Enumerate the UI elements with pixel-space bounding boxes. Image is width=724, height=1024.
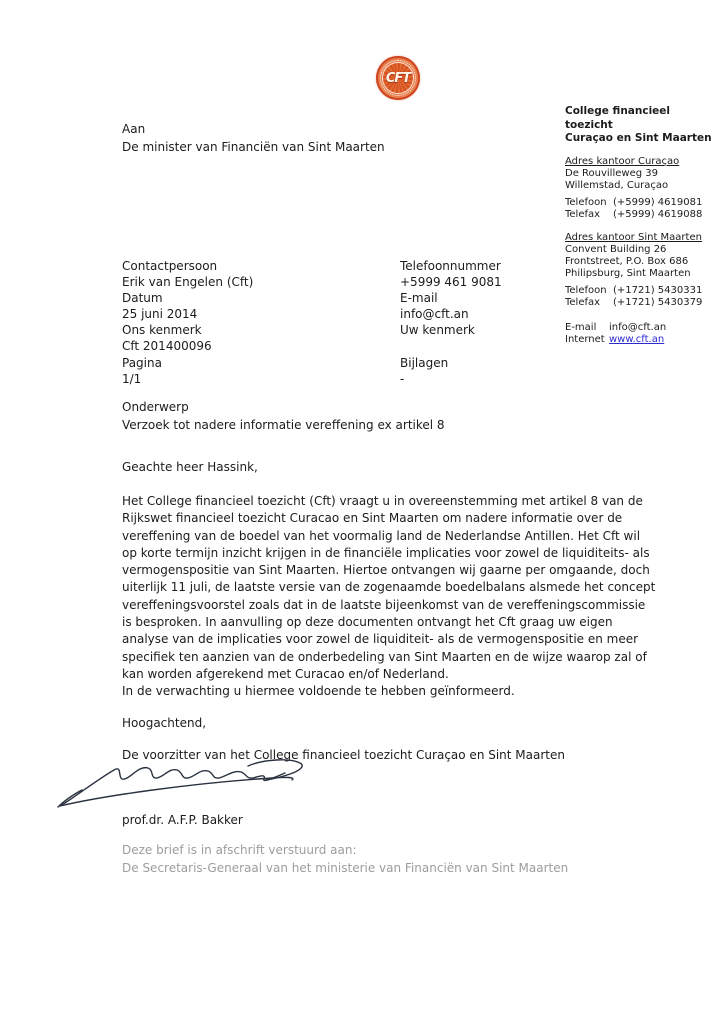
cc-note: [122, 842, 568, 877]
address-line: Convent Building 26: [565, 243, 667, 255]
meta-line: Datum: [122, 291, 163, 306]
letterhead-sidebar: [565, 105, 721, 346]
email-label: E-mail: [565, 321, 597, 333]
handwritten-signature: [52, 752, 314, 814]
email-value: info@cft.an: [609, 321, 667, 333]
email-row: [565, 322, 721, 334]
subject-value: Verzoek tot nadere informatie vereffening ex artikel 8: [122, 417, 445, 432]
cc-intro: Deze brief is in afschrift verstuurd aan:: [122, 843, 357, 857]
sidebar-contact: [565, 322, 721, 346]
phone-row: [565, 297, 721, 309]
body-line: Rijkswet financieel toezicht Curacao en Sint Maarten om nadere informatie over de: [122, 511, 623, 526]
valediction: Hoogachtend,: [122, 716, 207, 730]
meta-line: -: [400, 371, 405, 386]
meta-line: Telefoonnummer: [400, 259, 501, 273]
body-line: vereffeningsvoorstel zoals dat in de laatste bijeenkomst van de vereffeningscommissie: [122, 597, 646, 612]
office-curacao: [565, 156, 721, 221]
body-line: uiterlijk 11 juli, de laatste versie van de zogenaamde boedelbalans alsmede het concept: [122, 580, 656, 595]
meta-line: [400, 338, 502, 354]
office-sint-maarten: [565, 232, 721, 309]
org-name: [565, 105, 721, 146]
meta-line: Ons kenmerk: [122, 323, 202, 338]
office-curacao-heading: Adres kantoor Curaçao: [565, 155, 680, 167]
meta-line: info@cft.an: [400, 307, 469, 322]
aan-label: Aan: [122, 122, 146, 136]
body-line: specifiek ten aanzien van de onderbedeling van Sint Maarten en de wijze waarop zal of: [122, 649, 647, 664]
meta-line: 1/1: [122, 371, 142, 386]
address-line: Philipsburg, Sint Maarten: [565, 267, 691, 279]
office-sint-maarten-heading: Adres kantoor Sint Maarten: [565, 231, 702, 243]
cft-website-link[interactable]: www.cft.an: [609, 333, 665, 345]
body-line: vereffening van de boedel van het voormalig land de Nederlandse Antillen. Het Cft wil: [122, 528, 641, 543]
meta-block: [122, 258, 502, 387]
meta-line: Contactpersoon: [122, 259, 218, 273]
meta-line: Bijlagen: [400, 355, 449, 370]
cft-logo-text: CFT: [385, 70, 411, 86]
body-line: kan worden afgerekend met Curacao en/of Nederland.: [122, 666, 449, 681]
meta-line: E-mail: [400, 291, 438, 306]
phone-value: (+5999) 4619081: [613, 196, 703, 208]
cc-recipient: De Secretaris-Generaal van het ministerie van Financiën van Sint Maarten: [122, 860, 569, 875]
body-paragraph: [122, 493, 655, 683]
cft-seal-icon: [376, 56, 420, 100]
body-line: vermogenspositie van Sint Maarten. Hiertoe ontvangen wij gaarne per omgaande, doch: [122, 563, 650, 578]
closing-line: In de verwachting u hiermee voldoende te hebben geïnformeerd.: [122, 684, 515, 698]
phone-row: [565, 285, 721, 297]
org-name-line1: College financieel toezicht: [565, 105, 671, 131]
phone-label: Telefax: [565, 296, 601, 308]
office-curacao-phones: [565, 197, 721, 221]
signatory-name: prof.dr. A.F.P. Bakker: [122, 813, 243, 827]
phone-value: (+5999) 4619088: [613, 208, 703, 220]
signatory-title: De voorzitter van het College financieel toezicht Curaçao en Sint Maarten: [122, 748, 565, 762]
phone-row: [565, 197, 721, 209]
meta-line: +5999 461 9081: [400, 275, 502, 290]
phone-label: Telefax: [565, 208, 601, 220]
recipient-block: [122, 121, 385, 156]
body-line: op korte termijn inzicht krijgen in de financiële implicaties voor zowel de liquiditeits- als: [122, 545, 650, 560]
meta-line: Erik van Engelen (Cft): [122, 275, 254, 290]
meta-line: 25 juni 2014: [122, 307, 198, 322]
meta-line: Cft 201400096: [122, 339, 212, 354]
body-line: analyse van de implicaties voor zowel de liquiditeit- als de vermogenspositie en meer: [122, 632, 639, 647]
meta-left-column: [122, 258, 400, 387]
office-sint-maarten-phones: [565, 285, 721, 309]
internet-label: Internet: [565, 333, 605, 345]
phone-value: (+1721) 5430331: [613, 284, 703, 296]
meta-line: Uw kenmerk: [400, 323, 475, 338]
phone-label: Telefoon: [565, 284, 607, 296]
subject-block: [122, 399, 445, 434]
salutation: Geachte heer Hassink,: [122, 460, 258, 474]
body-line: Het College financieel toezicht (Cft) vraagt u in overeenstemming met artikel 8 van de: [122, 494, 643, 508]
office-curacao-address: [565, 168, 721, 192]
phone-row: [565, 209, 721, 221]
office-sint-maarten-address: [565, 244, 721, 280]
recipient-name: De minister van Financiën van Sint Maarten: [122, 139, 385, 154]
meta-right-column: [400, 258, 502, 387]
phone-value: (+1721) 5430379: [613, 296, 703, 308]
org-name-line2: Curaçao en Sint Maarten: [565, 132, 712, 144]
subject-label: Onderwerp: [122, 400, 189, 414]
address-line: Willemstad, Curaçao: [565, 179, 669, 191]
phone-label: Telefoon: [565, 196, 607, 208]
address-line: Frontstreet, P.O. Box 686: [565, 255, 689, 267]
cft-seal-starburst: [382, 62, 414, 94]
address-line: De Rouvilleweg 39: [565, 167, 658, 179]
internet-row: [565, 334, 721, 346]
body-line: is besproken. In aanvulling op deze documenten ontvangt het Cft graag uw eigen: [122, 615, 613, 630]
meta-line: Pagina: [122, 355, 162, 370]
